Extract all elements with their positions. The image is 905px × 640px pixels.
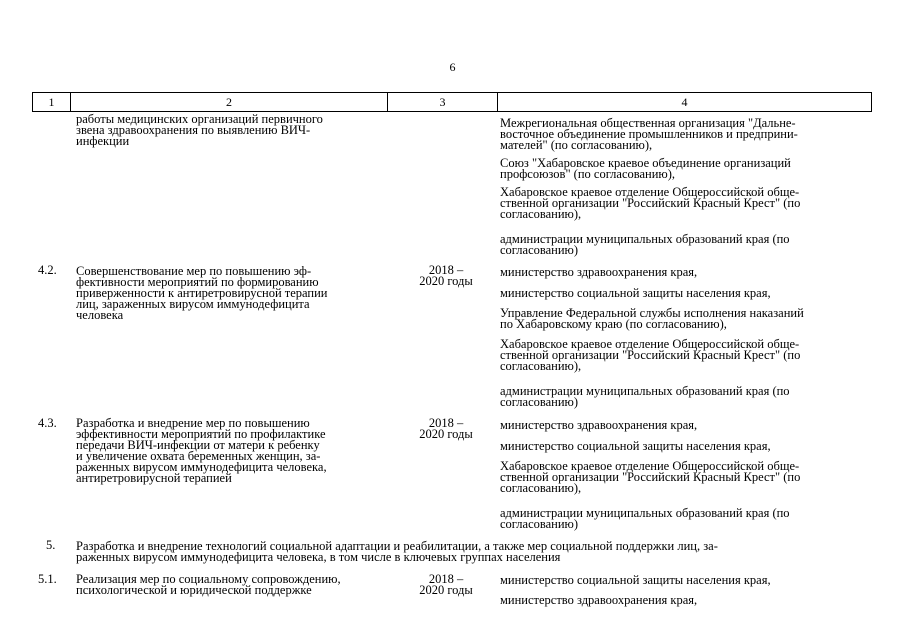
cont-participant-2: Союз "Хабаровское краевое объединение организаций профсоюзов" (по согласованию), xyxy=(500,156,791,181)
row-5-1-term: 2018 – 2020 годы xyxy=(419,572,473,597)
cont-participant-4: администрации муниципальных образований края (по согласованию) xyxy=(500,232,790,257)
col-header-4: 4 xyxy=(681,94,688,109)
section-5-number: 5. xyxy=(46,538,56,552)
row-5-1-participant-2: министерство здравоохранения края, xyxy=(500,593,698,607)
row-4-2-participant-3: Управление Федеральной службы исполнения наказаний по Хабаровскому краю (по согласованию), xyxy=(500,306,804,331)
row-4-2-number: 4.2. xyxy=(38,263,57,277)
row-4-2-participant-2: министерство социальной защиты населения края, xyxy=(500,286,771,300)
cont-participant-3: Хабаровское краевое отделение Общероссийской обще- ственной организации "Российский Красный Крест" (по согласованию), xyxy=(500,185,801,221)
row-4-3-number: 4.3. xyxy=(38,416,57,430)
row-4-3-description: Разработка и внедрение мер по повышению эффективности мероприятий по профилактике передачи ВИЧ-инфекции от матери к ребенку и увеличение охвата беременных женщин, за- раженных вирусом иммунодефицита человека, антиретровирусной терапией xyxy=(76,416,327,485)
page-number: 6 xyxy=(449,60,456,74)
col-header-1: 1 xyxy=(33,93,71,111)
row-4-3-participant-4: администрации муниципальных образований края (по согласованию) xyxy=(500,506,790,531)
section-5-title: Разработка и внедрение технологий социальной адаптации и реабилитации, а также мер социальной поддержки лиц, за- раженных вирусом иммунодефицита человека, в том числе в ключевых группах населения xyxy=(76,539,718,564)
row-5-1-participant-1: министерство социальной защиты населения края, xyxy=(500,573,771,587)
row-4-3-term: 2018 – 2020 годы xyxy=(419,416,473,441)
row-4-3-participant-3: Хабаровское краевое отделение Общероссийской обще- ственной организации "Российский Красный Крест" (по согласованию), xyxy=(500,459,801,495)
row-5-1-number: 5.1. xyxy=(38,572,57,586)
row-4-3-participant-2: министерство социальной защиты населения края, xyxy=(500,439,771,453)
row-4-2-description: Совершенствование мер по повышению эф- фективности мероприятий по формированию приверженности к антиретровирусной терапии лиц, зараженных вирусом иммунодефицита человека xyxy=(76,264,328,322)
col-header-2: 2 xyxy=(71,93,388,111)
cont-description: работы медицинских организаций первичного звена здравоохранения по выявлению ВИЧ- инфекции xyxy=(76,112,323,148)
col-header-3: 3 xyxy=(388,93,498,111)
row-5-1-description: Реализация мер по социальному сопровождению, психологической и юридической поддержке xyxy=(76,572,341,597)
row-4-2-participant-4: Хабаровское краевое отделение Общероссийской обще- ственной организации "Российский Красный Крест" (по согласованию), xyxy=(500,337,801,373)
row-4-2-term: 2018 – 2020 годы xyxy=(419,263,473,288)
row-4-2-participant-1: министерство здравоохранения края, xyxy=(500,265,698,279)
row-4-3-participant-1: министерство здравоохранения края, xyxy=(500,418,698,432)
table-header xyxy=(32,92,872,112)
row-4-2-participant-5: администрации муниципальных образований края (по согласованию) xyxy=(500,384,790,409)
cont-participant-1: Межрегиональная общественная организация "Дальне- восточное объединение промышленников и предприни- мателей" (по согласованию), xyxy=(500,116,798,152)
